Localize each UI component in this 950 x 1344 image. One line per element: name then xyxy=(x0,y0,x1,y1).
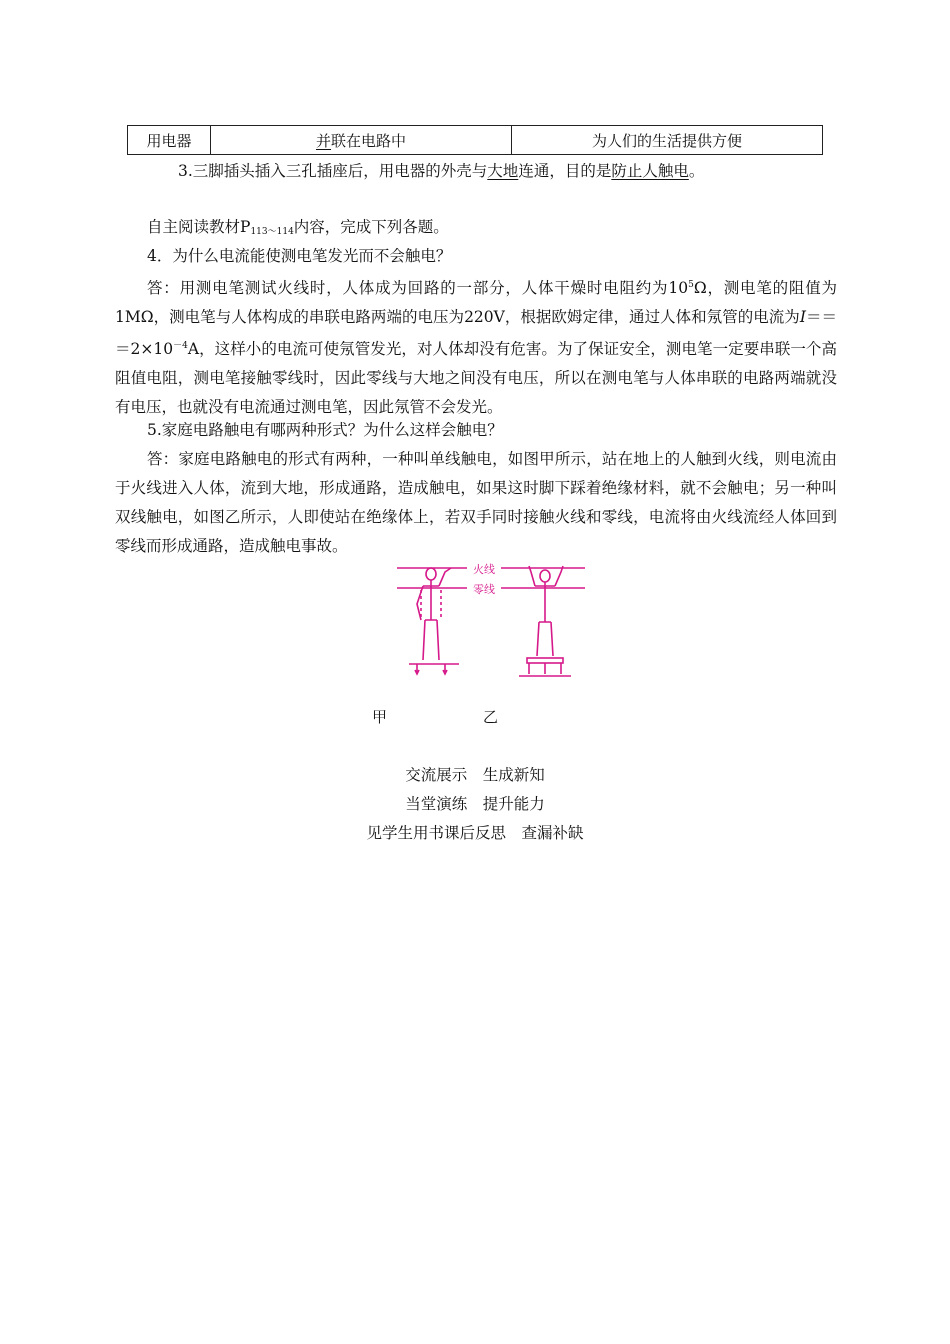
live-wire-label: 火线 xyxy=(473,563,495,576)
electric-shock-figure xyxy=(395,560,587,680)
question-4-title: 4．为什么电流能使测电笔发光而不会触电？ xyxy=(147,247,452,265)
table-row xyxy=(128,126,823,155)
answer-blank: 防止人触电 xyxy=(611,162,689,180)
question-5-answer: 答：家庭电路触电的形式有两种，一种叫单线触电，如图甲所示，站在地上的人触到火线，则电流由于火线进入人体，流到大地，形成通路，造成触电，如果这时脚下踩着绝缘材料，就不会触电；另一种叫双线触电，如图乙所示，人即使站在绝缘体上，若双手同时接触火线和零线，电流将由火线流经人体回到零线而形成通路，造成触电事故。 xyxy=(115,450,837,555)
section-heading: 见学生用书课后反思 查漏补缺 xyxy=(366,824,584,842)
figure-caption-b: 乙 xyxy=(483,708,499,726)
table-cell: 用电器 xyxy=(128,126,211,155)
answer-blank: 大地 xyxy=(487,162,519,180)
section-heading: 交流展示 生成新知 xyxy=(405,766,545,784)
reading-instruction: 自主阅读教材$P_{113\sim 114}$内容，完成下列各题。 xyxy=(147,218,449,237)
section-heading: 当堂演练 提升能力 xyxy=(405,795,545,813)
figure-caption-a: 甲 xyxy=(372,708,388,726)
neutral-wire-label: 零线 xyxy=(473,583,495,596)
question-5-title: 5.家庭电路触电有哪两种形式？为什么这样会触电？ xyxy=(147,421,503,439)
table-cell: 为人们的生活提供方便 xyxy=(512,126,823,155)
table-cell: 并联在电路中 xyxy=(211,126,512,155)
underlined-answer: 并 xyxy=(315,131,331,150)
question-4-answer: 答：用测电笔测试火线时，人体成为回路的一部分，人体干燥时电阻约为$10^5\Omega$，测电笔的阻值为1MΩ，测电笔与人体构成的串联电路两端的电压为220V，根据欧姆定律，通过人体和氖管的电流为$I===2\times 10^{-4}A$，这样小的电流可使氖管发光，对人体却没有危害。为了保证安全，测电笔一定要串联一个高阻值电阻，测电笔接触零线时，因此零线与大地之间没有电压，所以在测电笔与人体串联的电路两端就没有电压，也就没有电流通过测电笔，因此氖管不会发光。 xyxy=(115,279,837,416)
summary-table xyxy=(127,125,823,155)
item-3: 3.三脚插头插入三孔插座后，用电器的外壳与大地连通，目的是防止人触电。 xyxy=(178,162,705,180)
